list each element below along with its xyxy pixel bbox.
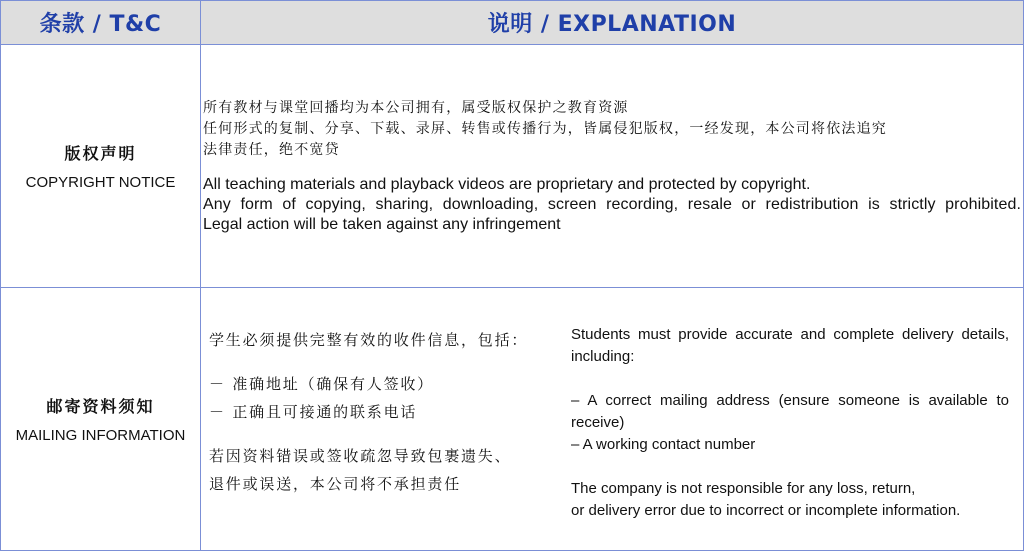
copyright-cn-line: 所有教材与课堂回播均为本公司拥有，属受版权保护之教育资源 <box>203 100 629 116</box>
mailing-term-cell <box>1 288 201 550</box>
header-explanation-label: 说明 / EXPLANATION <box>487 12 737 37</box>
copyright-en-line: Any form of copying, sharing, downloading, screen recording, resale or redistribution is strictly prohibited. <box>203 196 1021 213</box>
copyright-text <box>203 98 1021 235</box>
mailing-cn-item: － 准确地址（确保有人签收） <box>209 375 434 393</box>
copyright-term-cn: 版权声明 <box>64 144 137 163</box>
header-explanation <box>201 1 1023 45</box>
mailing-cn-disclaimer: 退件或误送，本公司将不承担责任 <box>209 475 462 493</box>
copyright-en-block <box>203 175 1021 235</box>
mailing-explanation-cell <box>201 288 1023 550</box>
copyright-term-en: COPYRIGHT NOTICE <box>25 174 176 191</box>
mailing-cn-item: － 正确且可接通的联系电话 <box>209 403 418 421</box>
copyright-cn-line: 法律责任，绝不宽贷 <box>203 142 340 158</box>
mailing-term-en: MAILING INFORMATION <box>15 427 186 444</box>
mailing-en-intro: Students must provide accurate and complete delivery details, including: <box>571 326 1009 365</box>
mailing-cn-intro: 学生必须提供完整有效的收件信息，包括： <box>209 331 529 349</box>
copyright-cn-line: 任何形式的复制、分享、下载、录屏、转售或传播行为，皆属侵犯版权，一经发现，本公司将依法追究 <box>203 121 887 137</box>
copyright-en-line: All teaching materials and playback videos are proprietary and protected by copyright. <box>203 176 811 193</box>
header-terms <box>1 1 201 45</box>
mailing-en-item: – A correct mailing address (ensure someone is available to receive) <box>571 392 1009 431</box>
mailing-en-disclaimer: The company is not responsible for any loss, return, <box>571 480 916 497</box>
mailing-en-item: – A working contact number <box>571 436 756 453</box>
copyright-en-line: Legal action will be taken against any infringement <box>203 216 561 233</box>
mailing-cn-text <box>209 326 569 498</box>
copyright-explanation-cell <box>201 45 1023 288</box>
mailing-en-text <box>571 324 1009 522</box>
mailing-en-disclaimer: or delivery error due to incorrect or incomplete information. <box>571 502 961 519</box>
mailing-cn-disclaimer: 若因资料错误或签收疏忽导致包裹遗失、 <box>209 447 512 465</box>
mailing-term-cn: 邮寄资料须知 <box>46 397 155 416</box>
header-terms-label: 条款 / T&C <box>39 12 162 37</box>
copyright-term-cell <box>1 45 201 288</box>
